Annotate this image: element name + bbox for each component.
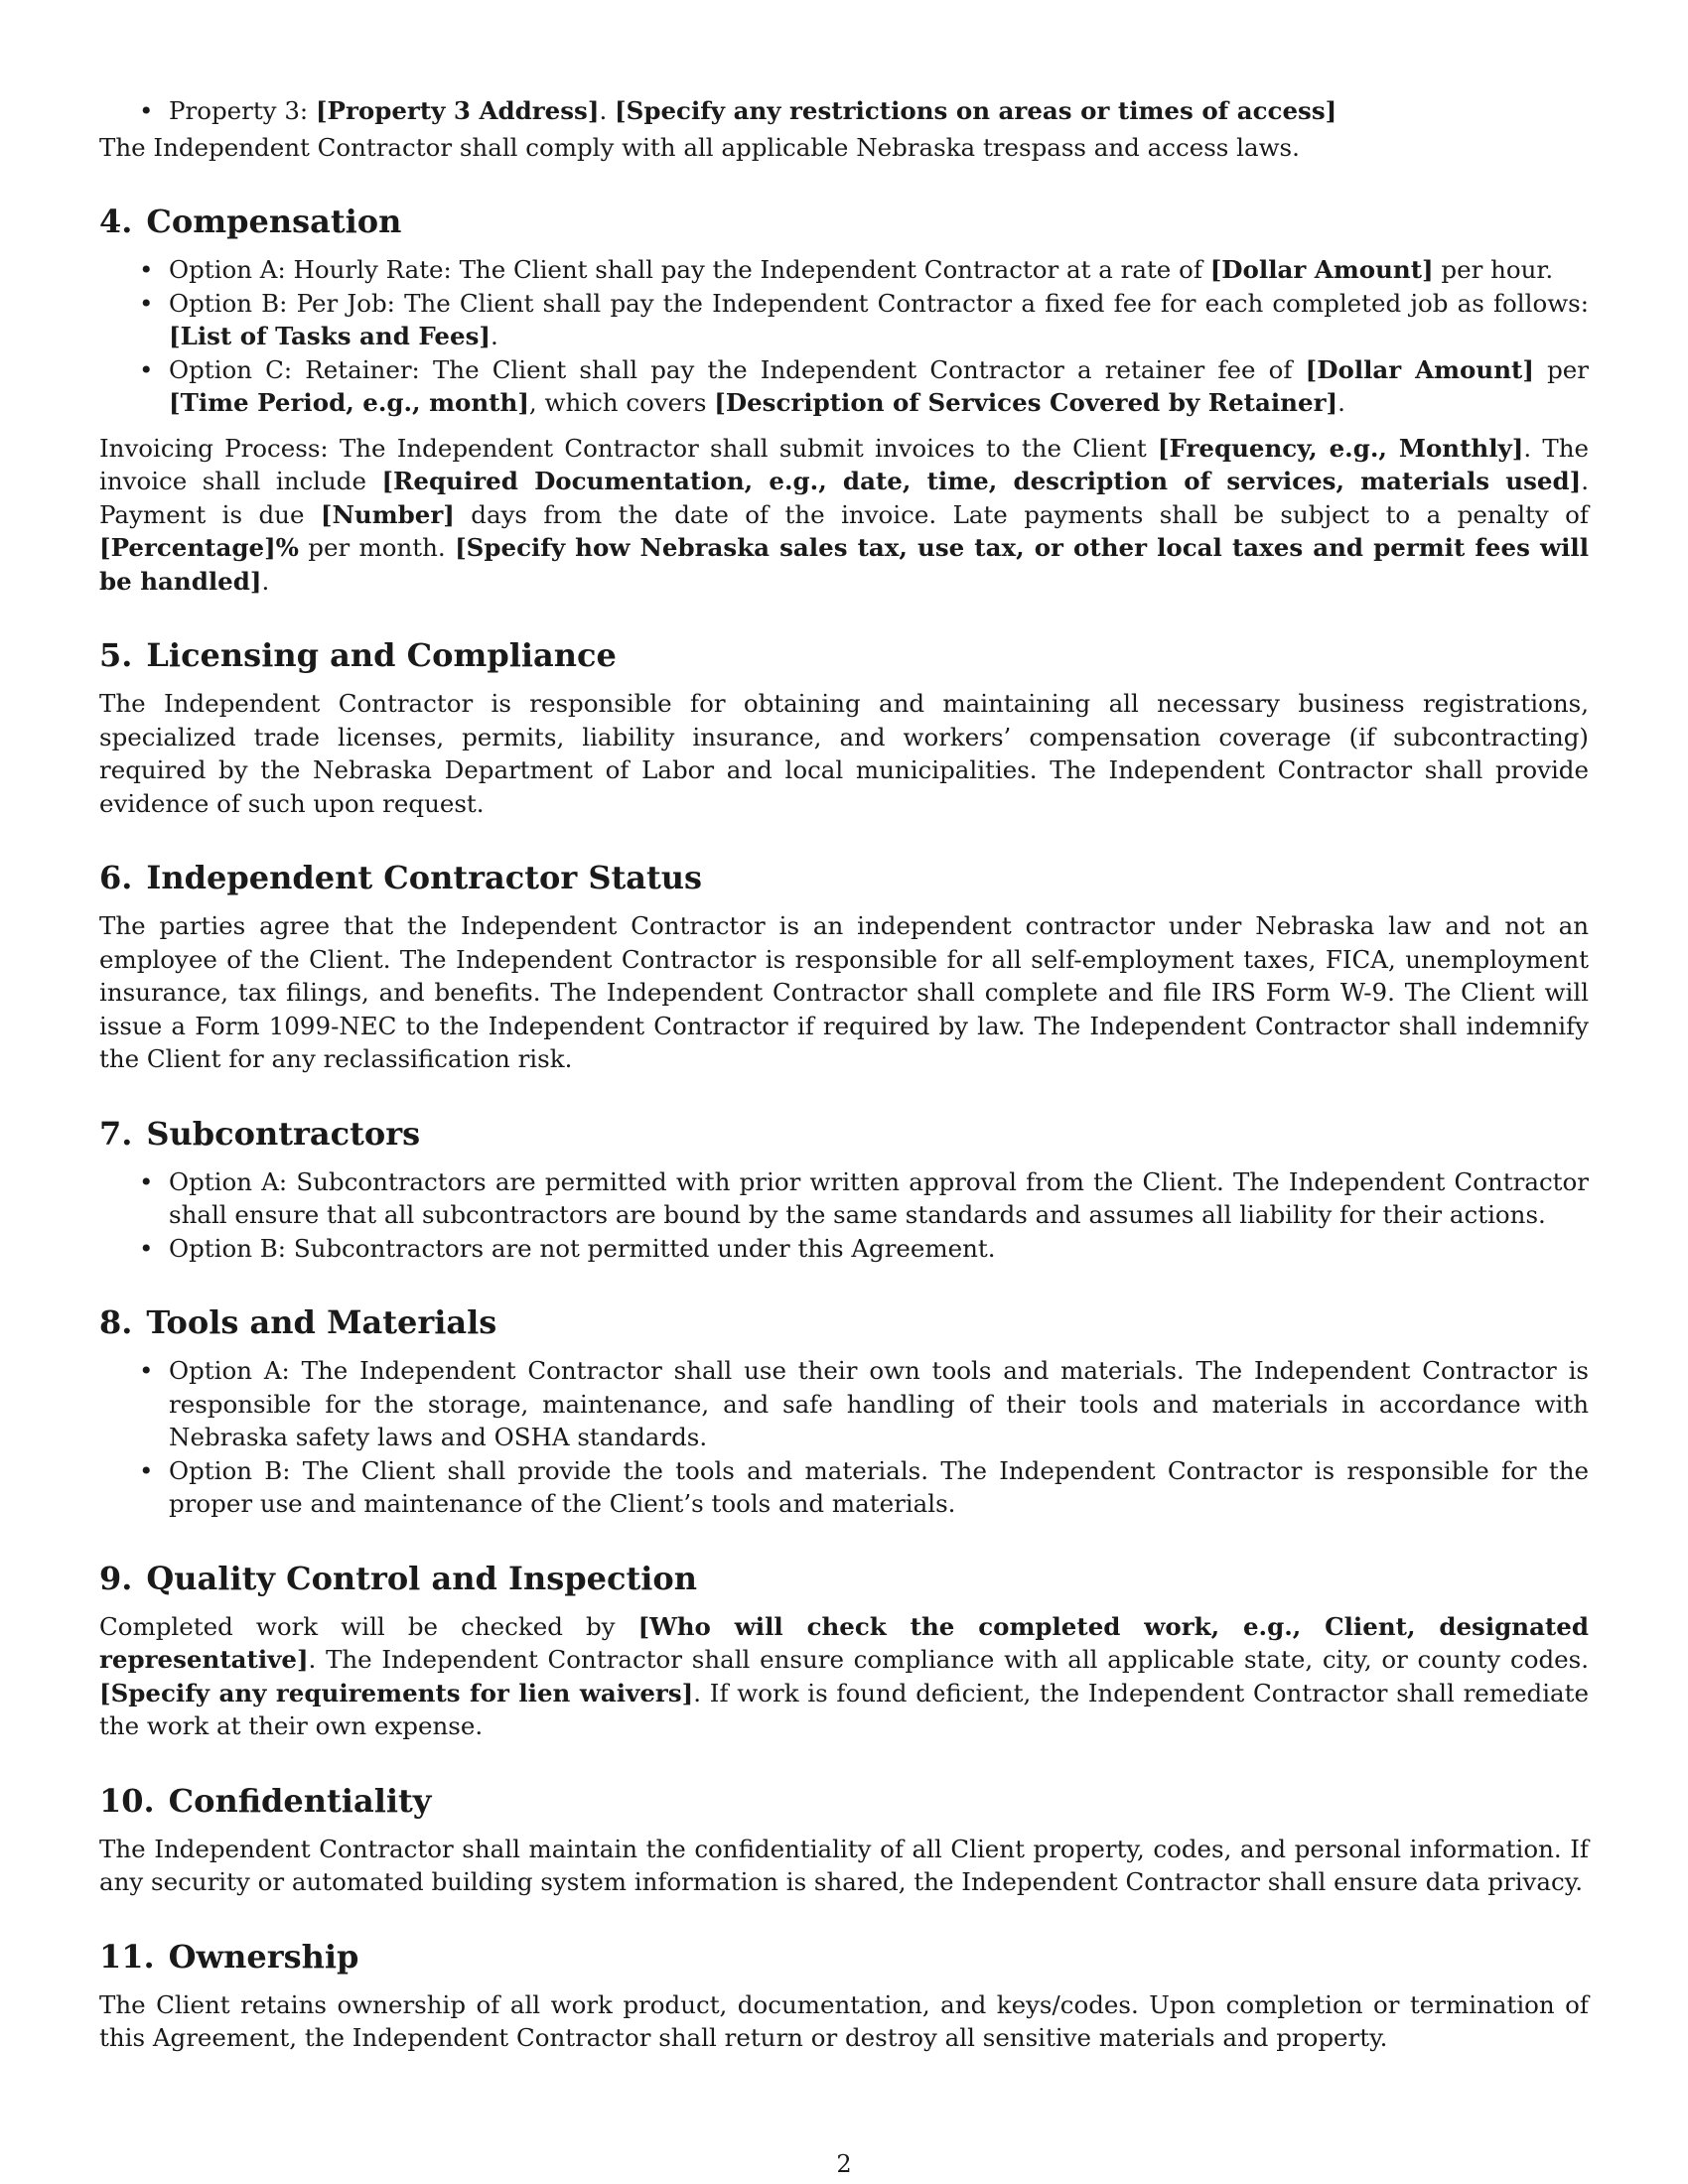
bullet-icon: • — [139, 1166, 154, 1196]
section-heading: 7. Subcontractors — [99, 1114, 421, 1153]
document-page — [99, 94, 1589, 2055]
list-item: • Option A: Hourly Rate: The Client shall pay the Independent Contractor at a rate of [Dollar Amount] per hour. — [99, 253, 1589, 287]
bullet-icon: • — [139, 96, 154, 125]
paragraph: The parties agree that the Independent Contractor is an independent contractor under Nebraska law and not an employee of the Client. The Independent Contractor is responsible for all self-employment taxes, FICA, unemployment insurance, tax filings, and benefits. The Independent Contractor shall complete and file IRS Form W-9. The Client will issue a Form 1099-NEC to the Independent Contractor if required by law. The Independent Contractor shall indemnify the Client for any reclassification risk. — [99, 911, 1589, 1073]
paragraph: The Client retains ownership of all work product, documentation, and keys/codes. Upon completion or termination of this Agreement, the Independent Contractor shall return or destroy all sensitive materials and property. — [99, 1989, 1589, 2052]
page-number: 2 — [836, 2150, 852, 2178]
paragraph: The Independent Contractor shall comply with all applicable Nebraska trespass and access laws. — [99, 132, 1300, 162]
section-heading: 8. Tools and Materials — [99, 1303, 497, 1341]
section-ownership — [99, 1937, 1589, 2055]
section-heading: 11. Ownership — [99, 1937, 359, 1976]
text: Property 3: — [169, 96, 316, 125]
intro-list — [99, 94, 1589, 128]
text: . — [599, 96, 616, 125]
list-item: • Option A: The Independent Contractor shall use their own tools and materials. The Independent Contractor is responsible for the storage, maintenance, and safe handling of their tools and materials in accordance with Nebraska safety laws and OSHA standards. — [139, 1356, 1589, 1451]
section-tools-materials — [99, 1302, 1589, 1521]
section-compensation — [99, 202, 1589, 598]
section-heading: 6. Independent Contractor Status — [99, 859, 703, 896]
section-heading: 9. Quality Control and Inspection — [99, 1559, 697, 1597]
bullet-icon: • — [139, 1356, 154, 1385]
section-confidentiality — [99, 1781, 1589, 1899]
paragraph: Completed work will be checked by [Who will check the completed work, e.g., Client, designated representative]. The Independent Contractor shall ensure compliance with all applicable state, city, or county codes. [Specify any requirements for lien waivers]. If work is found deficient, the Independent Contractor shall remediate the work at their own expense. — [99, 1611, 1589, 1740]
section-contractor-status — [99, 858, 1589, 1076]
section-subcontractors — [99, 1114, 1589, 1266]
bullet-icon: • — [139, 1233, 154, 1263]
options-list — [99, 1354, 1589, 1521]
list-item — [99, 94, 1589, 128]
section-heading: 4. Compensation — [99, 203, 402, 240]
paragraph: The Independent Contractor is responsible for obtaining and maintaining all necessary business registrations, specialized trade licenses, permits, liability insurance, and workers’ compensation coverage (if subcontracting) required by the Nebraska Department of Labor and local municipalities. The Independent Contractor shall provide evidence of such upon request. — [99, 689, 1589, 818]
section-heading: 10. Confidentiality — [99, 1781, 432, 1820]
bullet-icon: • — [139, 255, 154, 284]
options-list — [99, 1165, 1589, 1266]
paragraph: The Independent Contractor shall maintain the confidentiality of all Client property, codes, and personal information. If any security or automated building system information is shared, the Independent Contractor shall ensure data privacy. — [99, 1834, 1589, 1896]
list-item: • Option B: Subcontractors are not permitted under this Agreement. — [99, 1232, 1589, 1266]
paragraph: Invoicing Process: The Independent Contractor shall submit invoices to the Client [Frequency, e.g., Monthly]. The invoice shall include [Required Documentation, e.g., date, time, description of services, materials used]. Payment is due [Number] days from the date of the invoice. Late payments shall be subject to a penalty of [Percentage]% per month. [Specify how Nebraska sales tax, use tax, or other local taxes and permit fees will be handled]. — [99, 433, 1590, 596]
bullet-icon: • — [139, 354, 154, 384]
options-list — [99, 253, 1589, 420]
placeholder-field: [Property 3 Address] — [315, 96, 600, 125]
list-item: • Option B: The Client shall provide the tools and materials. The Independent Contractor is responsible for the proper use and maintenance of the Client’s tools and materials. — [139, 1455, 1589, 1518]
section-quality-control — [99, 1559, 1589, 1743]
list-item: • Option C: Retainer: The Client shall pay the Independent Contractor a retainer fee of [Dollar Amount] per [Time Period, e.g., month], which covers [Description of Services Covered by Retainer]. — [139, 354, 1589, 417]
section-licensing — [99, 635, 1589, 820]
bullet-icon: • — [139, 288, 154, 318]
section-heading: 5. Licensing and Compliance — [99, 636, 617, 674]
placeholder-field: [Specify any restrictions on areas or times of access] — [615, 96, 1337, 125]
bullet-icon: • — [139, 1455, 154, 1485]
list-item: • Option A: Subcontractors are permitted with prior written approval from the Client. The Independent Contractor shall ensure that all subcontractors are bound by the same standards and assumes all liability for their actions. — [139, 1166, 1589, 1229]
list-item: • Option B: Per Job: The Client shall pay the Independent Contractor a fixed fee for each completed job as follows: [List of Tasks and Fees]. — [139, 288, 1589, 350]
